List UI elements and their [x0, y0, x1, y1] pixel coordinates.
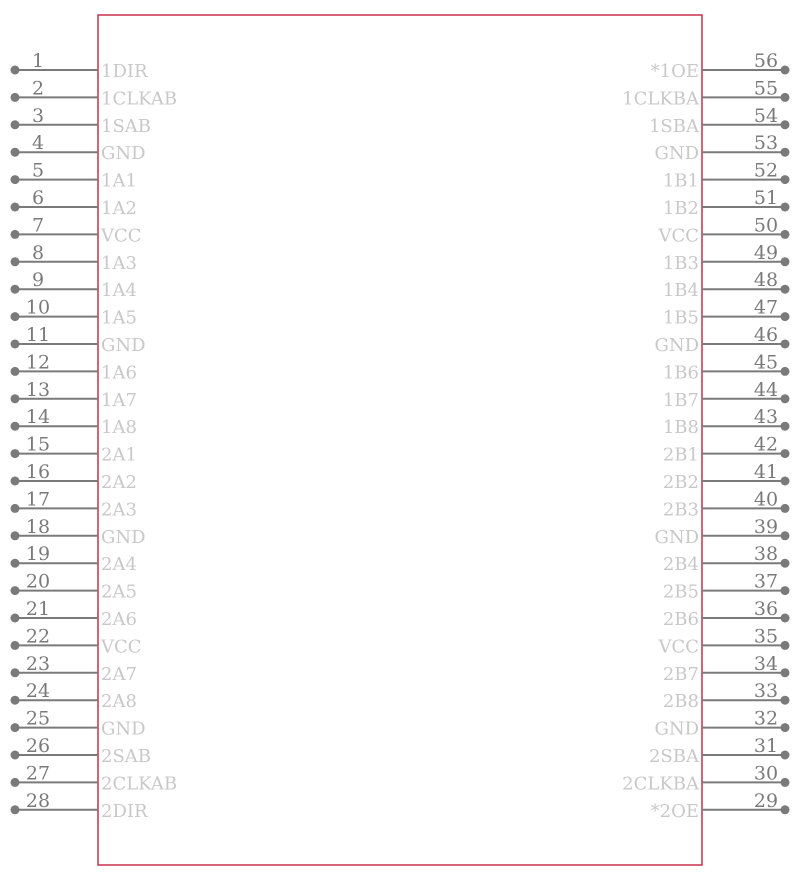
pin-label: *2OE: [650, 800, 699, 822]
pin-number: 53: [753, 132, 779, 155]
pin-number: 35: [753, 625, 779, 648]
pin-label: VCC: [658, 225, 699, 247]
pin-label: 1B7: [662, 389, 699, 411]
pin-terminal-dot: [11, 203, 20, 212]
pin-terminal-dot: [11, 340, 20, 349]
pin-number: 31: [753, 735, 779, 757]
pin-label: 2DIR: [101, 800, 148, 822]
pin-number: 7: [31, 214, 45, 237]
pin-terminal-dot: [781, 312, 790, 321]
pin-label: 1A5: [101, 307, 137, 329]
pin-number: 34: [753, 652, 779, 675]
pin-number: 36: [753, 598, 779, 620]
pin-terminal-dot: [781, 723, 790, 732]
pin-number: 5: [31, 159, 45, 182]
pin-label: 1A8: [101, 417, 137, 439]
pin-number: 11: [25, 324, 51, 346]
pin-label: 1B5: [662, 307, 699, 329]
pin-number: 29: [753, 789, 779, 812]
pin-number: 4: [31, 132, 45, 155]
pin-terminal-dot: [11, 120, 20, 129]
pin-number: 27: [25, 762, 51, 785]
pin-label: 2CLKBA: [622, 773, 699, 795]
pin-terminal-dot: [11, 531, 20, 540]
pin-label: 2B2: [662, 472, 699, 493]
pin-label: 1B3: [662, 252, 699, 274]
pin-number: 18: [25, 515, 51, 538]
pin-terminal-dot: [781, 449, 790, 458]
pin-number: 13: [25, 378, 51, 401]
pin-label: 2B7: [662, 663, 699, 685]
pin-terminal-dot: [781, 641, 790, 650]
pin-terminal-dot: [781, 668, 790, 677]
pin-number: 10: [25, 296, 51, 319]
pin-label: 2B5: [662, 581, 699, 603]
pin-number: 15: [25, 433, 51, 456]
pin-number: 40: [753, 488, 779, 511]
pin-label: 1DIR: [101, 61, 148, 82]
pin-terminal-dot: [781, 696, 790, 705]
pin-number: 24: [25, 680, 51, 703]
pin-number: 51: [753, 187, 779, 209]
right-pin-column: [622, 50, 789, 822]
pin-number: 37: [753, 570, 779, 593]
pin-terminal-dot: [11, 723, 20, 732]
pin-number: 49: [753, 241, 779, 264]
pin-number: 22: [25, 625, 51, 648]
pin-terminal-dot: [781, 120, 790, 129]
pin-label: 2A1: [101, 444, 137, 466]
pin-terminal-dot: [781, 504, 790, 513]
pin-terminal-dot: [781, 805, 790, 814]
pin-label: 2B4: [662, 554, 699, 576]
pin-number: 23: [25, 652, 51, 675]
pin-label: 1A1: [101, 170, 137, 192]
pin-label: GND: [654, 526, 699, 548]
pin-label: 1A6: [101, 362, 137, 384]
pin-number: 1: [31, 50, 45, 72]
pin-label: 1B6: [662, 362, 699, 384]
pin-number: 16: [25, 461, 51, 483]
pin-label: 1A7: [101, 389, 137, 411]
pin-terminal-dot: [11, 312, 20, 321]
pin-number: 42: [753, 433, 779, 456]
pin-label: 1B8: [662, 417, 699, 439]
pin-number: 9: [31, 269, 45, 292]
pin-terminal-dot: [11, 778, 20, 787]
pin-terminal-dot: [11, 394, 20, 403]
pin-label: 2A2: [101, 472, 137, 493]
pin-label: GND: [101, 335, 146, 356]
pin-label: 1CLKBA: [622, 88, 699, 110]
pin-terminal-dot: [781, 586, 790, 595]
pin-label: 1B1: [662, 170, 699, 192]
pin-terminal-dot: [11, 449, 20, 458]
pin-number: 56: [753, 50, 779, 72]
pin-number: 46: [753, 324, 779, 346]
pin-terminal-dot: [11, 93, 20, 102]
pin-label: 1CLKAB: [101, 88, 178, 110]
pin-terminal-dot: [11, 285, 20, 294]
pin-terminal-dot: [11, 696, 20, 705]
pin-label: 2B3: [662, 499, 699, 521]
pin-label: GND: [654, 718, 699, 740]
pin-label: 2A8: [101, 691, 137, 713]
pin-number: 14: [25, 406, 51, 429]
pin-number: 50: [753, 214, 779, 237]
pin-terminal-dot: [781, 559, 790, 568]
pin-terminal-dot: [11, 805, 20, 814]
pin-label: 1B4: [662, 280, 699, 302]
pin-label: VCC: [101, 636, 142, 658]
pin-terminal-dot: [781, 175, 790, 184]
pin-terminal-dot: [781, 394, 790, 403]
pin-number: 28: [25, 789, 51, 812]
pin-terminal-dot: [781, 477, 790, 486]
pin-label: 2A5: [101, 581, 137, 603]
pin-number: 17: [25, 488, 51, 511]
pin-label: GND: [101, 143, 146, 165]
pin-number: 39: [753, 515, 779, 538]
pin-terminal-dot: [781, 230, 790, 239]
pin-label: 1A2: [101, 198, 137, 219]
pin-terminal-dot: [11, 504, 20, 513]
pin-terminal-dot: [11, 586, 20, 595]
pin-terminal-dot: [781, 778, 790, 787]
pin-terminal-dot: [11, 668, 20, 677]
pin-terminal-dot: [11, 175, 20, 184]
pin-label: VCC: [658, 636, 699, 658]
pin-number: 38: [753, 543, 779, 566]
pin-terminal-dot: [11, 257, 20, 266]
pin-label: 2A3: [101, 499, 137, 521]
pin-number: 2: [31, 77, 45, 100]
pin-label: 2B8: [662, 691, 699, 713]
pin-number: 32: [753, 707, 779, 730]
pin-label: GND: [654, 143, 699, 165]
pin-28: [11, 790, 148, 822]
pin-number: 20: [25, 570, 51, 593]
pin-label: 2SAB: [101, 746, 152, 767]
pin-number: 45: [753, 351, 779, 374]
pin-8: [11, 242, 137, 274]
pin-label: GND: [654, 335, 699, 356]
pin-number: 54: [753, 104, 779, 127]
pin-label: 2A6: [101, 609, 137, 630]
pin-terminal-dot: [781, 422, 790, 431]
pin-label: GND: [101, 526, 146, 548]
pin-number: 43: [753, 406, 779, 429]
pin-terminal-dot: [781, 340, 790, 349]
left-pin-column: [11, 50, 178, 822]
pin-terminal-dot: [781, 531, 790, 540]
pin-terminal-dot: [11, 230, 20, 239]
pin-label: 1SBA: [648, 115, 699, 137]
pin-terminal-dot: [781, 285, 790, 294]
pin-terminal-dot: [781, 66, 790, 75]
pin-number: 19: [25, 543, 51, 566]
pin-number: 52: [753, 159, 779, 182]
pin-label: VCC: [101, 225, 142, 247]
pin-label: 1B2: [662, 198, 699, 219]
pin-label: 2SBA: [648, 746, 699, 767]
pin-terminal-dot: [11, 559, 20, 568]
ic-body-outline: [98, 15, 702, 865]
pin-4: [11, 132, 146, 164]
pin-label: 2CLKAB: [101, 773, 178, 795]
pin-label: 2B6: [662, 609, 699, 630]
pin-terminal-dot: [11, 614, 20, 623]
pin-label: 2A7: [101, 663, 137, 685]
pin-label: 2A4: [101, 554, 137, 576]
pin-number: 12: [25, 351, 51, 374]
pin-terminal-dot: [781, 93, 790, 102]
pin-number: 48: [753, 269, 779, 292]
pin-terminal-dot: [781, 367, 790, 376]
pin-terminal-dot: [11, 477, 20, 486]
pin-terminal-dot: [11, 422, 20, 431]
pin-number: 47: [753, 296, 779, 319]
pin-number: 41: [753, 461, 779, 483]
pin-number: 55: [753, 77, 779, 100]
pin-label: 2B1: [662, 444, 699, 466]
pin-terminal-dot: [11, 641, 20, 650]
pin-label: *1OE: [650, 61, 699, 82]
pin-29: [651, 790, 790, 822]
pin-terminal-dot: [781, 203, 790, 212]
pin-label: GND: [101, 718, 146, 740]
pin-number: 30: [753, 762, 779, 785]
pin-label: 1A4: [101, 280, 137, 302]
pin-number: 8: [31, 241, 45, 264]
pin-label: 1A3: [101, 252, 137, 274]
pin-6: [11, 187, 137, 219]
pin-number: 26: [25, 735, 51, 757]
pin-terminal-dot: [781, 148, 790, 157]
pin-terminal-dot: [781, 257, 790, 266]
pin-7: [11, 214, 142, 246]
pin-terminal-dot: [781, 614, 790, 623]
pin-number: 6: [31, 187, 45, 209]
pin-label: 1SAB: [101, 115, 152, 137]
pin-terminal-dot: [781, 751, 790, 760]
pin-number: 33: [753, 680, 779, 703]
pin-number: 25: [25, 707, 51, 730]
pin-number: 3: [31, 104, 45, 127]
pin-terminal-dot: [11, 148, 20, 157]
pin-5: [11, 160, 137, 192]
pin-number: 21: [25, 598, 51, 620]
pin-terminal-dot: [11, 367, 20, 376]
pin-number: 44: [753, 378, 779, 401]
pin-terminal-dot: [11, 66, 20, 75]
pin-terminal-dot: [11, 751, 20, 760]
